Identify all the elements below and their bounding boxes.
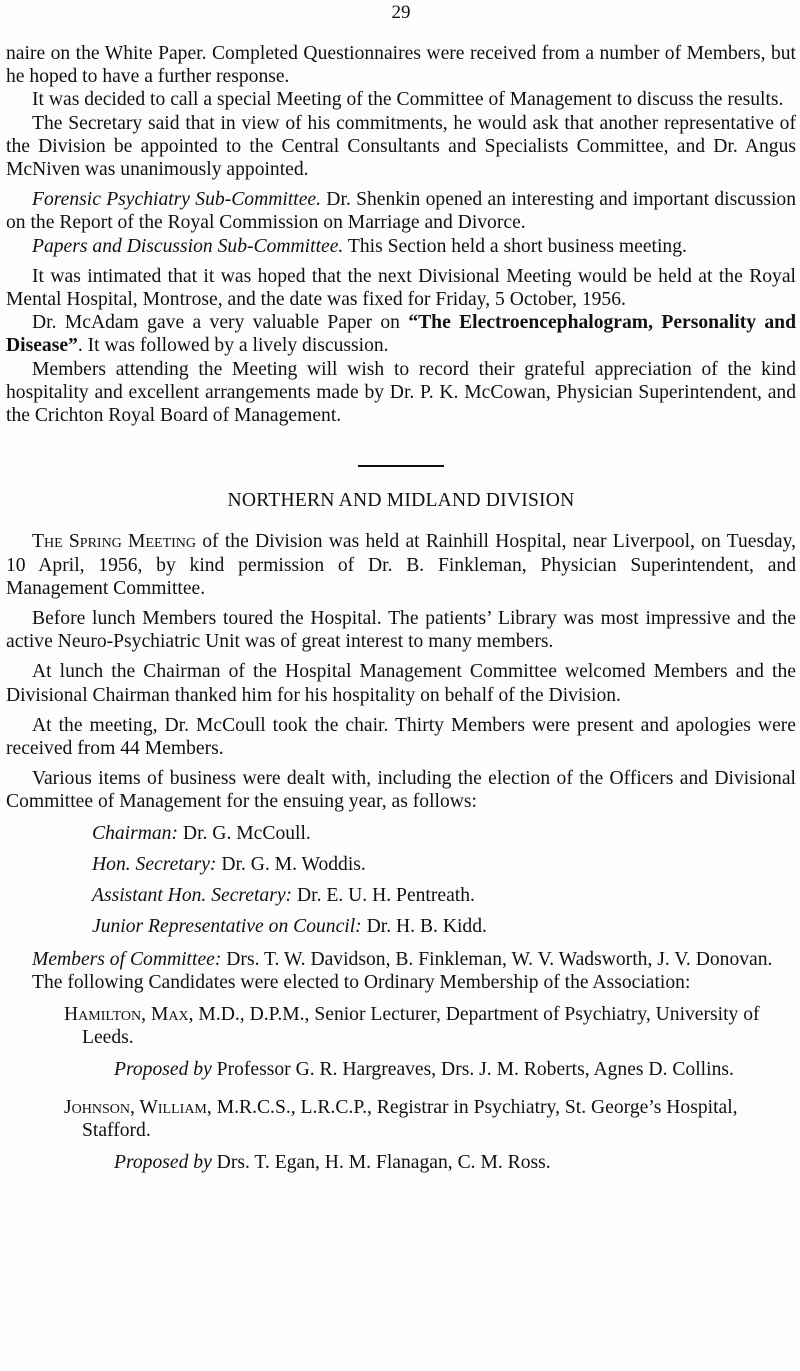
officer-entry <box>6 884 796 907</box>
page-number: 29 <box>391 2 411 23</box>
mcadam-text-a: Dr. McAdam gave a very valuable Paper on <box>32 312 409 334</box>
officer-name: Dr. G. M. Woddis. <box>216 853 366 875</box>
committee-label: Members of Committee: <box>32 948 222 970</box>
officer-role: Assistant Hon. Secretary: <box>92 885 293 907</box>
candidate-line <box>64 1003 796 1049</box>
officer-entry <box>6 853 796 876</box>
paragraph-questionnaire: naire on the White Paper. Completed Questionnaires were received from a number of Members, but he hoped to have a further response. <box>6 43 796 88</box>
proposed-text: Professor G. R. Hargreaves, Drs. J. M. Roberts, Agnes D. Collins. <box>211 1059 734 1081</box>
candidate-name: Hamilton, Max, <box>64 1003 194 1025</box>
candidate-proposers <box>114 1151 796 1174</box>
paragraph-appreciation: Members attending the Meeting will wish to record their grateful appreciation of the kind hospitality and excellent arrangements made by Dr. P. K. McCowan, Physician Superintendent, and the Crichton Royal Board of Management. <box>6 358 796 427</box>
candidate-entry <box>6 1003 796 1049</box>
paragraph-meeting-chair: At the meeting, Dr. McCoull took the chair. Thirty Members were present and apologies were received from 44 Members. <box>6 714 796 760</box>
proposed-label: Proposed by <box>114 1151 212 1173</box>
paragraph-mcadam-paper <box>6 311 796 357</box>
candidate-name: Johnson, William, <box>64 1096 212 1118</box>
officer-role: Junior Representative on Council: <box>92 916 362 938</box>
candidate-details: M.D., D.P.M., Senior Lecturer, Department of Psychiatry, University of Leeds. <box>82 1003 760 1049</box>
committee-text: Drs. T. W. Davidson, B. Finkleman, W. V. Wadsworth, J. V. Donovan. <box>221 948 773 970</box>
mcadam-text-b: . It was followed by a lively discussion. <box>77 335 389 357</box>
paragraph-secretary: The Secretary said that in view of his commitments, he would ask that another representative of the Division be appointed to the Central Consultants and Specialists Committee, and Dr. Angus McNiven was unanimously appointed. <box>6 112 796 181</box>
officer-name: Dr. H. B. Kidd. <box>361 916 487 938</box>
paragraph-papers-discussion <box>6 235 796 258</box>
paragraph-special-meeting: It was decided to call a special Meeting of the Committee of Management to discuss the results. <box>32 89 784 111</box>
papers-text: This Section held a short business meeting. <box>343 235 687 257</box>
officer-entry <box>6 822 796 845</box>
spring-meeting-text: of the Division was held at Rainhill Hospital, near Liverpool, on Tuesday, 10 April, 1956, by kind permission of Dr. B. Finkleman, Physician Superintendent, and Management Committee. <box>6 531 796 599</box>
paragraph-tour: Before lunch Members toured the Hospital. The patients’ Library was most impressive and the active Neuro-Psychiatric Unit was of great interest to many members. <box>6 608 796 653</box>
proposed-label: Proposed by <box>114 1059 212 1081</box>
paragraph-business: Various items of business were dealt with, including the election of the Officers and Divisional Committee of Management for the ensuing year, as follows: <box>6 768 796 813</box>
forensic-label: Forensic Psychiatry Sub-Committee. <box>32 189 322 211</box>
paragraph-lunch: At lunch the Chairman of the Hospital Management Committee welcomed Members and the Divisional Chairman thanked him for his hospitality on behalf of the Division. <box>6 661 796 706</box>
candidate-details: M.R.C.S., L.R.C.P., Registrar in Psychiatry, St. George’s Hospital, Stafford. <box>82 1096 738 1141</box>
paper-title: “The Electroencephalogram, Personality and Disease” <box>6 312 796 357</box>
candidate-line <box>64 1096 796 1142</box>
paragraph-forensic <box>6 188 796 234</box>
candidate-proposers <box>114 1058 796 1081</box>
proposed-text: Drs. T. Egan, H. M. Flanagan, C. M. Ross. <box>211 1151 551 1173</box>
candidate-entry <box>6 1096 796 1142</box>
officer-role: Chairman: <box>92 822 179 844</box>
officer-entry <box>6 915 796 938</box>
forensic-text: Dr. Shenkin opened an interesting and important discussion on the Report of the Royal Commission on Marriage and Divorce. <box>6 189 796 234</box>
officer-name: Dr. E. U. H. Pentreath. <box>292 885 475 907</box>
paragraph-candidates-intro: The following Candidates were elected to Ordinary Membership of the Association: <box>32 971 691 993</box>
paragraph-spring-meeting <box>6 530 796 600</box>
paragraph-next-meeting: It was intimated that it was hoped that the next Divisional Meeting would be held at the Royal Mental Hospital, Montrose, and the date was fixed for Friday, 5 October, 1956. <box>6 265 796 311</box>
paragraph-committee-members <box>6 948 796 971</box>
section-divider <box>358 465 444 467</box>
section-heading: NORTHERN AND MIDLAND DIVISION <box>227 490 575 512</box>
officer-name: Dr. G. McCoull. <box>178 822 311 844</box>
spring-meeting-lead: The Spring Meeting <box>32 531 196 553</box>
officer-role: Hon. Secretary: <box>92 853 217 875</box>
papers-label: Papers and Discussion Sub-Committee. <box>32 235 344 257</box>
